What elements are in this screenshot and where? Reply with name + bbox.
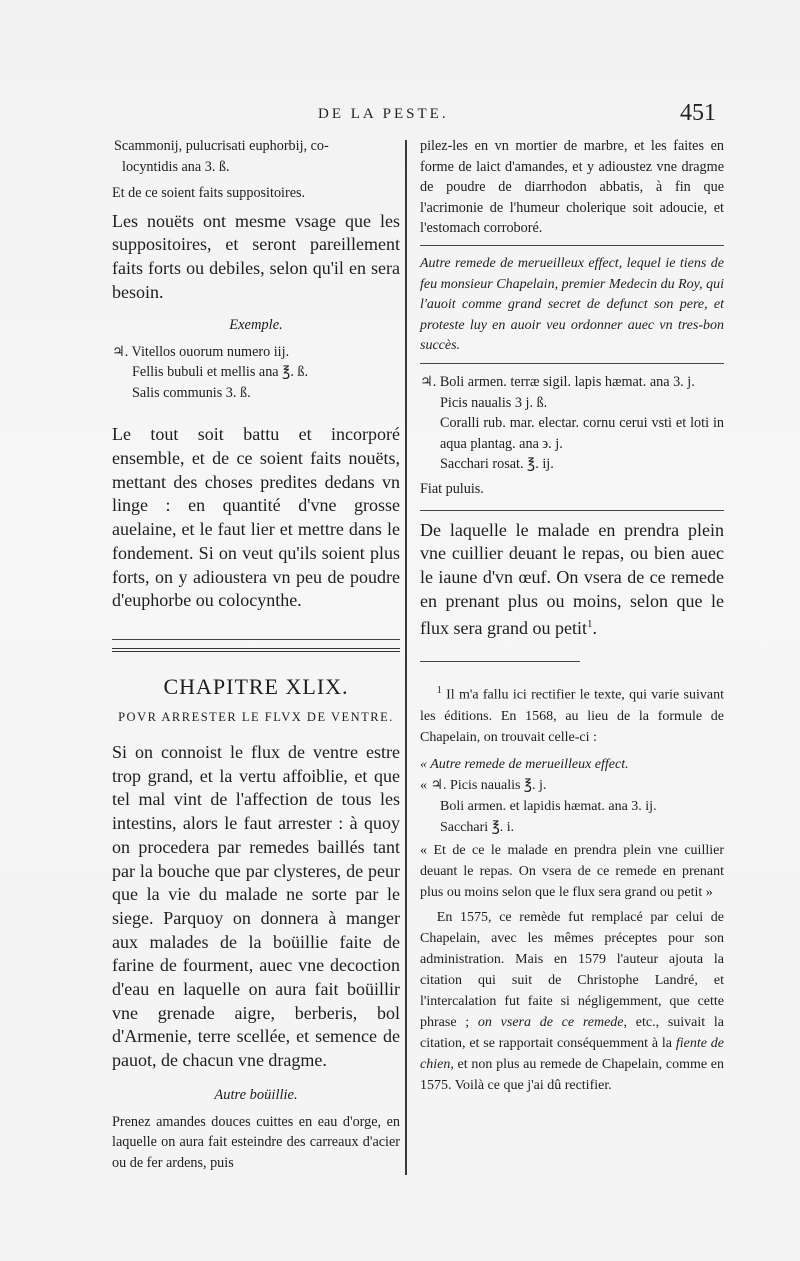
note-1575 bbox=[420, 907, 724, 1096]
recipe-line: Salis communis 3. ß. bbox=[132, 384, 251, 401]
note-recipe-line: « ♃. Picis naualis ℥. j. bbox=[420, 777, 547, 793]
note-italic-fiente: fiente de chien bbox=[420, 1035, 725, 1072]
note-italic-phrase: on vsera de ce remede bbox=[477, 1014, 624, 1030]
note-end-text: , et non plus au remede de Chapelain, comme en 1575. Voilà ce que j'ai dû rectifier. bbox=[420, 1056, 724, 1093]
paragraph-laquelle-text: De laquelle le malade en prendra plein vne cuillier deuant le repas, ou bien auec le iaune d'vn œuf. On vsera de ce remede en prenant plus ou moins, selon que le flux sera grand ou petit bbox=[420, 519, 724, 639]
running-title: DE LA PESTE. bbox=[318, 106, 449, 122]
note-1575-text: En 1575, ce remède fut remplacé par celui de Chapelain, avec les mêmes préceptes pour son administration. Mais en 1579 l'auteur ajouta la citation qui suit de Christophe Landré, et l'intercalation fut faite si négligemment, que cette phrase ; bbox=[420, 909, 724, 1030]
note-intro-text: Il m'a fallu ici rectifier le texte, qui varie suivant les éditions. En 1568, au lieu de la formule de Chapelain, on trouvait celle-ci : bbox=[420, 687, 724, 745]
autre-bouillie-heading: Autre boüillie. bbox=[214, 1086, 298, 1103]
autre-remede-intro: Autre remede de merueilleux effect, lequel ie tiens de feu monsieur Chapelain, premier Medecin du Roy, qui l'auoit comme grand secret de defunct son pere, et proteste luy en auoir veu ordonner auec vn tres-bon succès. bbox=[420, 255, 724, 354]
paragraph-pilez: pilez-les en vn mortier de marbre, et les faites en forme de laict d'amandes, et y adioustez vne dragme de poudre de diarrhodon abbatis, à fin que l'acrimonie de l'humeur cholerique soit adoucie, et l'estomach corroboré. bbox=[420, 138, 724, 237]
chapter-rule bbox=[112, 639, 400, 640]
note-intro bbox=[420, 680, 724, 748]
recipe-line: ♃. Vitellos ouorum numero iij. bbox=[112, 343, 290, 360]
recipe-line: Picis naualis 3 j. ß. bbox=[440, 394, 548, 411]
recipe-line: Scammonij, pulucrisati euphorbij, co- bbox=[114, 138, 329, 154]
page-header bbox=[0, 100, 800, 134]
recipe-line: Coralli rub. mar. electar. cornu cerui vsti et loti in aqua plantag. ana ϶. j. bbox=[440, 415, 724, 452]
note-recipe-line: Sacchari ℥. i. bbox=[440, 819, 515, 835]
chapter-title: CHAPITRE XLIX. bbox=[163, 674, 349, 699]
section-rule bbox=[420, 245, 724, 246]
paragraph-amandes: Prenez amandes douces cuittes en eau d'orge, en laquelle on aura fait esteindre des carreaux d'acier ou de fer ardens, puis bbox=[112, 1113, 400, 1172]
paragraph-flux: Si on connoist le flux de ventre estre trop grand, et la vertu affoiblie, et que tel mal vint de l'affection de tous les intestins, alors le faut arrester : à quoy on procedera par remedes baillés tant par la bouche que par clysteres, de peur que la vie du malade ne sorte par le siege. Parquoy on donnera à manger aux malades de la boüillie faite de farine de fourment, auec vne decoction d'eau en laquelle on aura fait boüillir vne grenade aigre, berberis, bol d'Armenie, terre scellée, et semence de pauot, de chacun vne dragme. bbox=[112, 742, 400, 1071]
footnote-separator bbox=[420, 661, 580, 662]
note-quote-title: « Autre remede de merueilleux effect. bbox=[420, 756, 629, 772]
left-column bbox=[112, 136, 400, 1174]
section-rule bbox=[420, 510, 724, 511]
recipe-line: Fellis bubuli et mellis ana ℥. ß. bbox=[132, 364, 309, 381]
column-divider bbox=[405, 140, 407, 1175]
recipe-line: locyntidis ana 3. ß. bbox=[122, 158, 230, 175]
footnote-marker: 1 bbox=[586, 618, 593, 631]
section-rule bbox=[420, 363, 724, 364]
note-quote-end: « Et de ce le malade en prendra plein vne cuillier deuant le repas. On vsera de ce remede en prenant plus ou moins selon que le flux sera grand ou petit » bbox=[420, 842, 724, 900]
recipe-line: Sacchari rosat. ℥. ij. bbox=[440, 456, 554, 473]
right-column bbox=[420, 136, 724, 1096]
paragraph-laquelle: De laquelle le malade en prendra plein vne cuillier deuant le repas, ou bien auec le iaune d'vn œuf. On vsera de ce remede en prenant plus ou moins, selon que le flux sera grand ou petit$^1$. bbox=[420, 519, 724, 639]
fiat-line: Fiat puluis. bbox=[420, 480, 484, 497]
recipe-line: ♃. Boli armen. terræ sigil. lapis hæmat. ana 3. j. bbox=[420, 373, 695, 390]
page-number: 451 bbox=[680, 100, 716, 126]
note-mid-text: , etc., suivait la citation, et se rapportait conséquemment à la bbox=[420, 1014, 724, 1051]
paragraph-battu: Le tout soit battu et incorporé ensemble, et de ce soient faits nouëts, mettant des choses predites dedans vn linge : en quantité d'vne grosse auelaine, et le faut lier et mettre dans le fondement. Si on veut qu'ils soient plus forts, on y adioustera vn peu de poudre d'euphorbe ou colocynthe. bbox=[112, 424, 400, 611]
suppositoires-line: Et de ce soient faits suppositoires. bbox=[112, 185, 306, 202]
chapter-subtitle: POVR ARRESTER LE FLVX DE VENTRE. bbox=[118, 710, 394, 724]
paragraph-nouets: Les nouëts ont mesme vsage que les suppositoires, et seront pareillement faits forts ou debiles, selon qu'il en sera besoin. bbox=[112, 210, 400, 302]
note-recipe-line: Boli armen. et lapidis hæmat. ana 3. ij. bbox=[440, 798, 657, 814]
chapter-double-rule bbox=[112, 648, 400, 652]
note-marker: 1 bbox=[436, 685, 442, 697]
exemple-heading: Exemple. bbox=[229, 316, 283, 333]
